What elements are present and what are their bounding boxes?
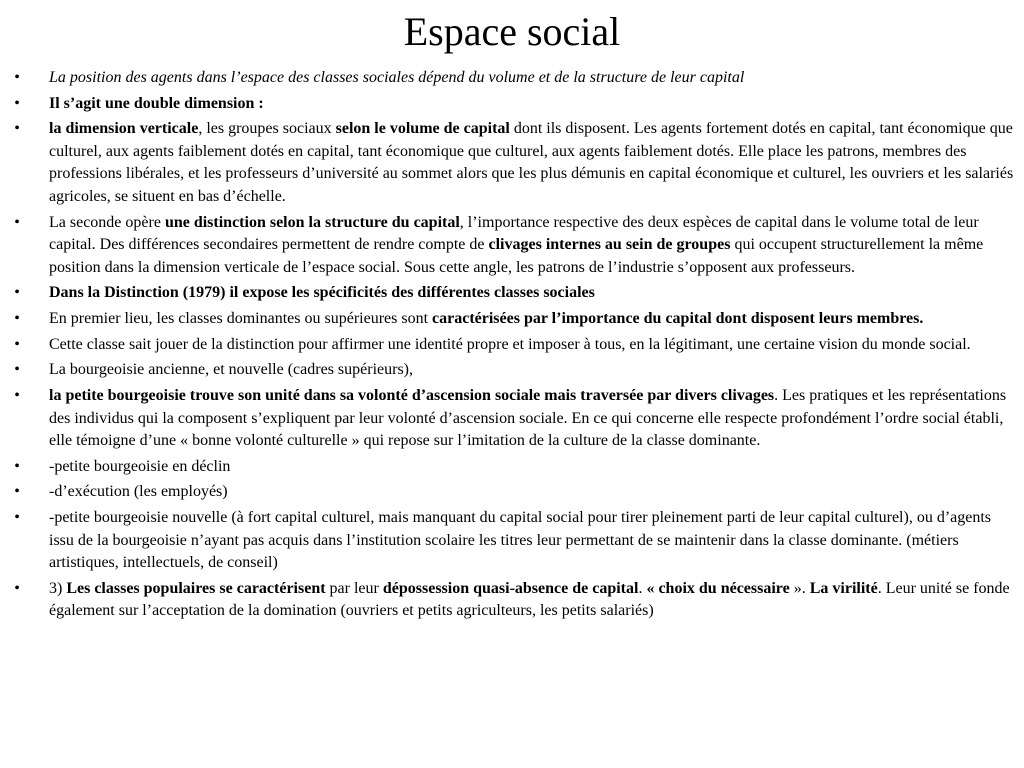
bullet-text-segment: En premier lieu, les classes dominantes ou supérieures sont xyxy=(49,309,433,327)
bullet-marker: • xyxy=(14,94,20,112)
bullet-text-segment: « choix du nécessaire xyxy=(646,579,790,597)
bullet-marker: • xyxy=(14,361,20,379)
bullet-text-segment: . Leur unité se fonde également sur l’acceptation de la domination (ouvriers et petits agriculteurs, les petits salariés) xyxy=(49,579,1010,620)
bullet-marker: • xyxy=(14,213,20,231)
bullet-text-segment: ». xyxy=(789,579,810,597)
bullet-item xyxy=(0,359,1024,382)
bullet-text-segment: . xyxy=(638,579,647,597)
bullet-text-segment: la dimension verticale xyxy=(49,120,199,138)
bullet-text-segment: dont ils disposent. Les agents fortement dotés en capital, tant économique que culturel, aux agents faiblement dotés en capital, tant économique que culturel, aux agents faiblement dotés. Elle place les patrons, membres des professions libérales, et les professeurs d’université au sommet alors que les plus démunis en capital économique et culturel, les ouvriers et les salariés agricoles, se situent en bas d’échelle. xyxy=(49,120,1014,205)
bullet-marker: • xyxy=(14,309,20,327)
bullet-text-segment: dépossession quasi-absence de capital xyxy=(382,579,639,597)
bullet-text-segment: Dans la Distinction (1979) il expose les spécificités des différentes classes sociales xyxy=(49,284,595,302)
bullet-item xyxy=(0,507,1024,575)
bullet-item xyxy=(0,118,1024,208)
bullet-text-segment: selon le volume de capital xyxy=(335,120,510,138)
bullet-item xyxy=(0,334,1024,357)
bullet-marker: • xyxy=(14,579,20,597)
bullet-text-segment: La virilité xyxy=(809,579,878,597)
bullet-text-segment: Les classes populaires se caractérisent xyxy=(66,579,326,597)
bullet-text-segment: La seconde opère xyxy=(49,213,165,231)
bullet-marker: • xyxy=(14,387,20,404)
bullet-text-segment: La bourgeoisie ancienne, et nouvelle (cadres supérieurs), xyxy=(49,361,413,379)
bullet-text-segment: une distinction selon la structure du capital xyxy=(164,213,460,231)
bullet-text-segment: qui occupent structurellement la même position dans la dimension verticale de l’espace social. Sous cette angle, les patrons de l’industrie s’opposent aux professeurs. xyxy=(49,236,984,276)
bullet-marker: • xyxy=(14,120,20,138)
bullet-item xyxy=(0,308,1024,331)
bullet-marker: • xyxy=(14,457,20,475)
bullet-text-segment: 3) xyxy=(49,579,67,597)
bullet-text-segment: . Les pratiques et les représentations des individus qui la composent s’expliquent par leur volonté d’ascension sociale. En ce qui concerne elle respecte profondément l’ordre social établi, elle témoigne d’une « bonne volonté culturelle » qui repose sur l’imitation de la culture de la classe dominante. xyxy=(49,387,1007,449)
bullet-text-segment: la petite bourgeoisie trouve son unité dans sa volonté d’ascension sociale mais traversée par divers clivages xyxy=(49,387,775,404)
bullet-text-segment: -petite bourgeoisie en déclin xyxy=(49,457,231,475)
bullet-text-segment: caractérisées par l’importance du capital dont disposent leurs membres. xyxy=(432,309,924,327)
bullet-marker: • xyxy=(14,335,20,353)
bullet-item xyxy=(0,385,1024,453)
bullet-marker: • xyxy=(14,509,20,527)
bullet-item xyxy=(0,578,1024,623)
bullet-text-segment: -d’exécution (les employés) xyxy=(49,483,228,501)
bullet-text-segment: clivages internes au sein de groupes xyxy=(488,236,731,254)
bullet-item xyxy=(0,93,1024,116)
bullet-marker: • xyxy=(14,284,20,302)
bullet-text-segment: La position des agents dans l’espace des classes sociales dépend du volume et de la structure de leur capital xyxy=(49,69,745,86)
bullet-text-segment: Il s’agit une double dimension : xyxy=(49,94,264,112)
bullet-text-segment: par leur xyxy=(325,579,383,597)
bullet-text-segment: Cette classe sait jouer de la distinction pour affirmer une identité propre et imposer à tous, en la légitimant, une certaine vision du monde social. xyxy=(49,335,971,353)
bullet-text-segment: -petite bourgeoisie nouvelle (à fort capital culturel, mais manquant du capital social pour tirer pleinement parti de leur capital culturel), ou d’agents issu de la bourgeoisie n’ayant pas acquis dans l’institution scolaire les titres leur permettant de se maintenir dans la classe dominante. (métiers artistiques, intellectuels, de conseil) xyxy=(49,509,992,572)
bullet-item xyxy=(0,67,1024,90)
bullet-marker: • xyxy=(14,69,20,86)
bullet-marker: • xyxy=(14,483,20,501)
bullet-item xyxy=(0,212,1024,280)
bullet-list xyxy=(0,67,1024,626)
bullet-item xyxy=(0,481,1024,504)
slide-title: Espace social xyxy=(403,9,621,54)
bullet-text-segment: , les groupes sociaux xyxy=(198,120,336,138)
bullet-item xyxy=(0,282,1024,305)
bullet-item xyxy=(0,456,1024,479)
bullet-text-segment: , l’importance respective des deux espèces de capital dans le volume total de leur capital. Des différences secondaires permettent de rendre compte de xyxy=(49,213,979,254)
